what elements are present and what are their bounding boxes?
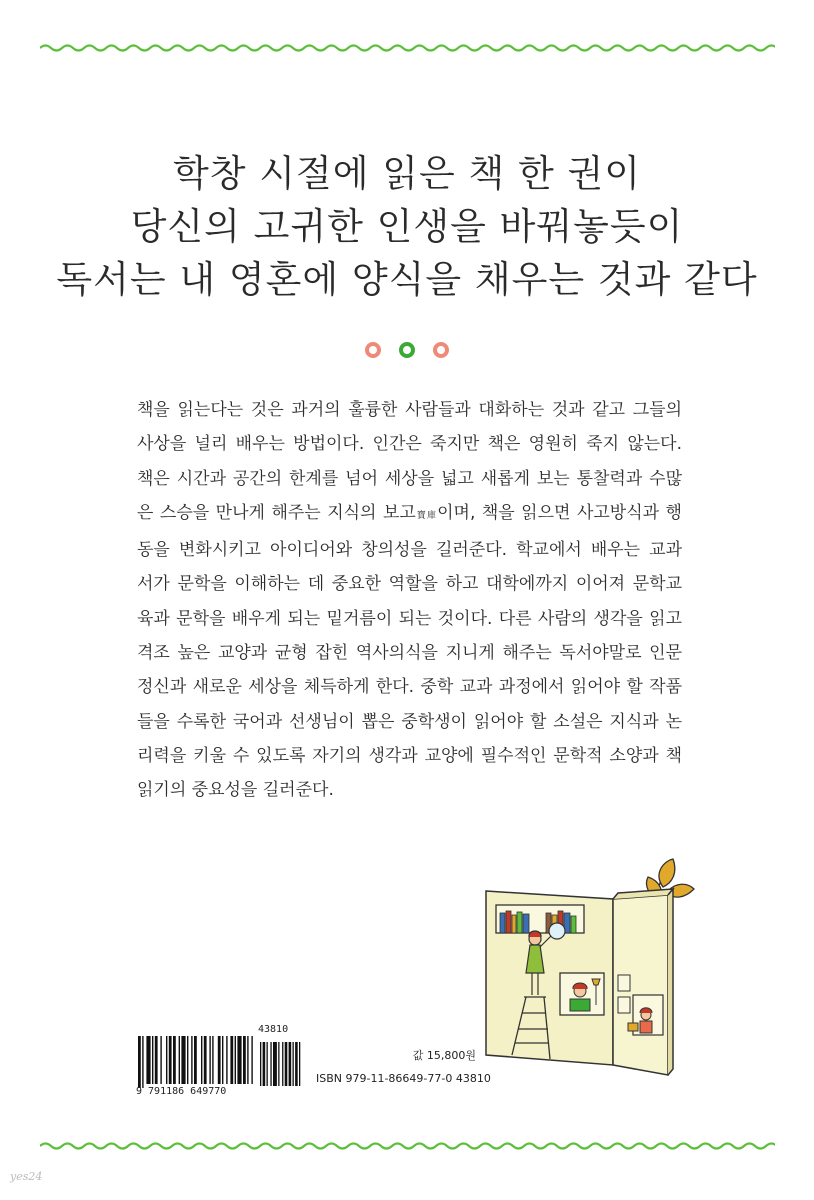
barcode-bar [263,1042,266,1086]
isbn-label: ISBN 979-11-86649-77-0 43810 [316,1072,491,1085]
barcode-bar [226,1036,227,1084]
barcode-bar [218,1036,221,1084]
barcode-bar [237,1036,241,1084]
barcode-bar [187,1036,188,1084]
headline-line-1: 학창 시절에 읽은 책 한 권이 [173,152,641,195]
barcode-bar [212,1036,213,1084]
barcode-bar [173,1036,176,1084]
body-row: 리력을 키울 수 있도록 자기의 생각과 교양에 필수적인 문학적 소양과 책 [137,745,682,766]
barcode-bar [260,1042,261,1086]
barcode-bar [299,1042,300,1086]
barcode-bar [270,1042,271,1086]
barcode-bar [278,1042,279,1086]
barcode-bar [247,1036,248,1084]
barcode-bar [181,1036,185,1084]
body-row: 읽기의 중요성을 길러준다. [137,780,334,801]
barcode-bar [243,1036,246,1084]
body-row-with-hanja [137,496,682,533]
barcode-bar [282,1042,283,1086]
barcode-bar [194,1036,197,1084]
body-row: 책을 읽는다는 것은 과거의 훌륭한 사람들과 대화하는 것과 같고 그들의 [137,400,682,420]
body-row: 들을 수록한 국어과 선생님이 뽑은 중학생이 읽어야 할 소설은 지식과 논 [137,711,682,732]
headline-line-3: 독서는 내 영혼에 양식을 채우는 것과 같다 [56,258,758,301]
dot-2 [401,344,413,356]
body-row: 정신과 새로운 세상을 체득하게 한다. 중학 교과 과정에서 읽어야 할 작품 [137,677,682,698]
body-row: 서가 문학을 이해하는 데 중요한 역할을 하고 대학에까지 이어져 문학교 [137,574,682,595]
decorative-dots [362,340,452,360]
hanja-annotation: 寶庫 [415,510,438,521]
body-row: 책은 시간과 공간의 한계를 넘어 세상을 넓고 새롭게 보는 통찰력과 수많 [137,468,682,489]
body-row: 사상을 널리 배우는 방법이다. 인간은 죽지만 책은 영원히 죽지 않는다. [137,434,682,455]
price-label: 값 15,800원 [412,1049,476,1062]
barcode-bar [230,1036,233,1084]
headline-line-2: 당신의 고귀한 인생을 바꿔놓듯이 [130,205,684,248]
body-row: 육과 문학을 배우게 되는 밑거름이 되는 것이다. 다른 사람의 생각을 읽고 [137,608,682,629]
barcode-bar [179,1036,180,1084]
barcode-bar [201,1036,202,1084]
bookshelf-illustration [468,855,700,1095]
price-block [316,1044,491,1090]
body-row-part: 은 스승을 만나게 해주는 지식의 보고 [137,502,416,523]
barcode-bar [146,1036,150,1084]
watermark: yes24 [10,1170,43,1183]
barcode-bar [160,1036,161,1084]
barcode-bar [267,1042,268,1086]
barcode-bar [273,1042,277,1086]
dot-1 [367,344,379,356]
barcode-bar [285,1042,288,1086]
body-row-part: 이며, 책을 읽으면 사고방식과 행 [437,502,682,523]
barcode-bar [152,1036,153,1084]
barcode-bar [191,1036,192,1084]
barcode-bar [142,1036,143,1088]
body-row: 격조 높은 교양과 균형 잡힌 역사의식을 지니게 해주는 독서야말로 인문 [137,643,682,664]
barcode-bar [155,1036,158,1084]
barcode-bar [222,1036,223,1084]
barcode-bar [289,1042,292,1086]
bottom-wave-border [40,1136,775,1156]
barcode-bar [209,1036,210,1084]
barcode-bar [293,1042,294,1086]
barcode-bar [169,1036,172,1084]
barcode-bars [136,1036,306,1092]
dot-3 [435,344,447,356]
barcode-addon-number: 43810 [258,1024,289,1035]
isbn-barcode [136,1024,306,1098]
barcode-bar [235,1036,236,1084]
barcode-bar [295,1042,298,1086]
body-paragraph [137,393,682,808]
barcode-number: 9 791186 649770 [136,1086,227,1097]
top-wave-border [40,38,775,58]
barcode-bar [251,1036,252,1084]
body-row: 동을 변화시키고 아이디어와 창의성을 길러준다. 학교에서 배우는 교과 [137,540,682,561]
barcode-bar [204,1036,207,1084]
barcode-bar [138,1036,141,1088]
barcode-bar [166,1036,167,1084]
